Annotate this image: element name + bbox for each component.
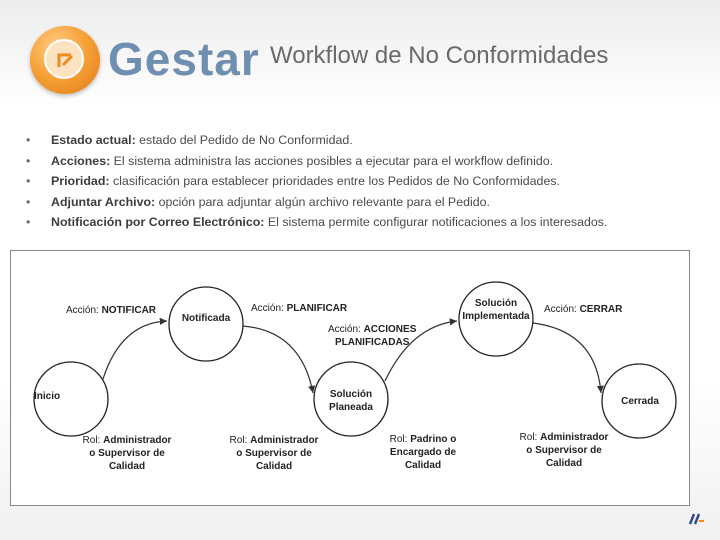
- bullet-icon: •: [26, 133, 31, 147]
- bullet-item: [26, 154, 716, 175]
- state-label-solucion-implementada: Solución Implementada: [462, 298, 530, 322]
- bullet-icon: •: [26, 174, 31, 188]
- action-label-cerrar: Acción: CERRAR: [544, 304, 623, 315]
- role-label-2: Rol: Administrador o Supervisor de Calidad: [229, 435, 319, 472]
- bullet-term: Estado actual:: [51, 133, 136, 147]
- page-title: Workflow de No Conformidades: [270, 42, 609, 69]
- arrow-notificada-planeada: [243, 326, 313, 393]
- bullet-term: Acciones:: [51, 153, 111, 168]
- bullet-text: opción para adjuntar algún archivo relevante para el Pedido.: [155, 194, 490, 209]
- brand-mark-icon: [688, 512, 706, 526]
- role-label-1: Rol: Administrador o Supervisor de Calidad: [82, 435, 172, 472]
- arrow-implementada-cerrada: [533, 323, 601, 393]
- bullet-item: [26, 215, 716, 236]
- bullet-item: [26, 195, 716, 216]
- role-label-3: Rol: Padrino o Encargado de Calidad: [389, 434, 457, 471]
- bullet-list: [26, 133, 716, 236]
- role-label-4: Rol: Administrador o Supervisor de Calidad: [519, 432, 609, 469]
- action-label-acciones-planificadas: Acción: ACCIONES PLANIFICADAS: [328, 324, 417, 348]
- logo-text: Gestar: [108, 33, 260, 85]
- state-label-cerrada: Cerrada: [621, 396, 659, 407]
- bullet-term: Adjuntar Archivo:: [51, 194, 156, 209]
- bullet-text: El sistema administra las acciones posibles a ejecutar para el workflow definido.: [110, 153, 554, 168]
- bullet-icon: •: [26, 194, 31, 209]
- bullet-icon: •: [26, 215, 31, 229]
- bullet-item: [26, 133, 716, 154]
- workflow-diagram: [10, 250, 690, 506]
- bullet-item: [26, 174, 716, 195]
- state-label-inicio: Inicio: [34, 391, 61, 402]
- state-label-solucion-planeada: Solución Planeada: [329, 389, 373, 413]
- arrow-icon: [55, 49, 77, 71]
- state-label-notificada: Notificada: [181, 313, 231, 324]
- bullet-text: estado del Pedido de No Conformidad.: [135, 133, 353, 147]
- arrow-inicio-notificada: [103, 321, 167, 379]
- bullet-term: Prioridad:: [51, 174, 110, 188]
- action-label-notificar: Acción: NOTIFICAR: [66, 305, 157, 316]
- bullet-icon: •: [26, 153, 31, 168]
- gestar-logo-icon: [30, 26, 100, 94]
- action-label-planificar: Acción: PLANIFICAR: [251, 303, 348, 314]
- bullet-text: clasificación para establecer prioridades entre los Pedidos de No Conformidades.: [109, 174, 560, 188]
- bullet-text: El sistema permite configurar notificaciones a los interesados.: [264, 215, 608, 229]
- bullet-term: Notificación por Correo Electrónico:: [51, 215, 265, 229]
